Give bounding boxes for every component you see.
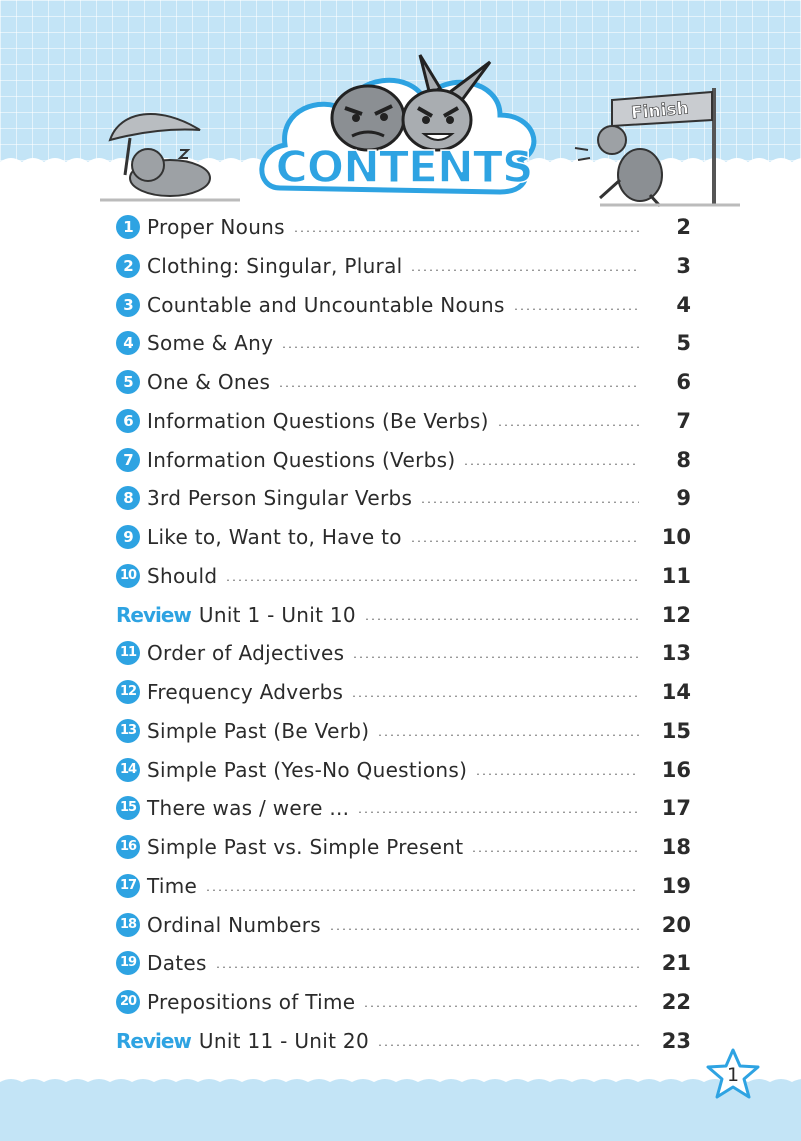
toc-entry-title: Time bbox=[147, 873, 198, 898]
dot-leader bbox=[377, 1044, 639, 1046]
toc-page-number: 17 bbox=[661, 796, 691, 821]
dot-leader bbox=[410, 269, 639, 271]
toc-row bbox=[116, 986, 691, 1018]
toc-page-number: 6 bbox=[676, 370, 691, 394]
toc-page-number: 13 bbox=[661, 641, 691, 666]
toc-row bbox=[116, 444, 691, 476]
unit-number-badge: 16 bbox=[116, 835, 140, 859]
tortoise-illustration bbox=[332, 86, 404, 150]
toc-row bbox=[116, 792, 691, 824]
toc-entry-title: Clothing: Singular, Plural bbox=[147, 253, 403, 278]
toc-entry-title: Unit 1 - Unit 10 bbox=[198, 602, 356, 627]
unit-number-badge: 19 bbox=[116, 951, 140, 975]
dot-leader bbox=[278, 385, 639, 387]
toc-review-row bbox=[116, 599, 691, 631]
dot-leader bbox=[357, 811, 639, 813]
dot-leader bbox=[420, 501, 639, 503]
toc-page-number: 3 bbox=[676, 253, 691, 278]
dot-leader bbox=[225, 579, 639, 581]
unit-number-badge: 9 bbox=[116, 525, 140, 549]
toc-page-number: 21 bbox=[661, 951, 691, 976]
unit-number-badge: 1 bbox=[116, 215, 140, 239]
toc-entry-title: Unit 11 - Unit 20 bbox=[198, 1028, 369, 1053]
toc-page-number: 20 bbox=[661, 912, 691, 937]
unit-number-badge: 5 bbox=[116, 370, 140, 394]
header-illustration bbox=[0, 0, 801, 215]
toc-page-number: 10 bbox=[661, 525, 691, 549]
dot-leader bbox=[351, 695, 639, 697]
toc-entry-title: One & Ones bbox=[147, 370, 271, 394]
dot-leader bbox=[205, 889, 639, 891]
toc-entry-title: Like to, Want to, Have to bbox=[147, 525, 402, 549]
dot-leader bbox=[364, 618, 639, 620]
unit-number-badge: 17 bbox=[116, 874, 140, 898]
toc-page-number: 23 bbox=[661, 1028, 691, 1053]
toc-row bbox=[116, 366, 691, 398]
toc-row bbox=[116, 405, 691, 437]
page-title: CONTENTS bbox=[275, 142, 533, 193]
unit-number-badge: 10 bbox=[116, 564, 140, 588]
toc-page-number: 18 bbox=[661, 835, 691, 859]
dot-leader bbox=[352, 656, 639, 658]
dot-leader bbox=[513, 308, 639, 310]
toc-page-number: 9 bbox=[676, 486, 691, 511]
toc-page-number: 14 bbox=[661, 680, 691, 704]
toc-row bbox=[116, 560, 691, 592]
toc-page-number: 2 bbox=[676, 215, 691, 239]
dot-leader bbox=[293, 230, 639, 232]
toc-row bbox=[116, 250, 691, 282]
toc-entry-title: Simple Past vs. Simple Present bbox=[147, 835, 464, 859]
dot-leader bbox=[410, 540, 639, 542]
toc-page-number: 4 bbox=[676, 292, 691, 317]
unit-number-badge: 18 bbox=[116, 913, 140, 937]
toc-row bbox=[116, 870, 691, 902]
toc-entry-title: Should bbox=[147, 563, 218, 588]
toc-row bbox=[116, 909, 691, 941]
unit-number-badge: 12 bbox=[116, 680, 140, 704]
dot-leader bbox=[215, 966, 639, 968]
unit-number-badge: 8 bbox=[116, 486, 140, 510]
toc-page-number: 8 bbox=[676, 447, 691, 472]
toc-row bbox=[116, 289, 691, 321]
toc-page-number: 16 bbox=[661, 757, 691, 782]
toc-entry-title: Information Questions (Verbs) bbox=[147, 447, 456, 472]
toc-entry-title: Simple Past (Be Verb) bbox=[147, 718, 370, 743]
toc-entry-title: Information Questions (Be Verbs) bbox=[147, 408, 489, 433]
toc-row bbox=[116, 715, 691, 747]
toc-row bbox=[116, 676, 691, 708]
unit-number-badge: 2 bbox=[116, 254, 140, 278]
toc-row bbox=[116, 211, 691, 243]
toc-entry-title: Proper Nouns bbox=[147, 215, 285, 239]
unit-number-badge: 11 bbox=[116, 641, 140, 665]
dot-leader bbox=[363, 1005, 639, 1007]
toc-row bbox=[116, 327, 691, 359]
toc-row bbox=[116, 521, 691, 553]
footer-wave-edge bbox=[0, 1070, 801, 1090]
unit-number-badge: 13 bbox=[116, 719, 140, 743]
footer-band bbox=[0, 1085, 801, 1141]
toc-page-number: 7 bbox=[676, 408, 691, 433]
toc-entry-title: Ordinal Numbers bbox=[147, 912, 321, 937]
dot-leader bbox=[329, 928, 639, 930]
sleeping-rabbit-illustration bbox=[100, 114, 240, 200]
toc-page-number: 22 bbox=[661, 990, 691, 1014]
toc-entry-title: There was / were ... bbox=[147, 796, 350, 821]
toc-entry-title: Order of Adjectives bbox=[147, 641, 345, 666]
unit-number-badge: 15 bbox=[116, 796, 140, 820]
toc-page-number: 19 bbox=[661, 873, 691, 898]
toc-review-row bbox=[116, 1025, 691, 1057]
review-label: Review bbox=[116, 602, 191, 627]
dot-leader bbox=[377, 734, 639, 736]
unit-number-badge: 4 bbox=[116, 331, 140, 355]
toc-page-number: 12 bbox=[661, 602, 691, 627]
toc-row bbox=[116, 482, 691, 514]
page-number: 1 bbox=[726, 1064, 740, 1086]
toc-entry-title: Simple Past (Yes-No Questions) bbox=[147, 757, 468, 782]
toc-entry-title: Prepositions of Time bbox=[147, 990, 356, 1014]
toc-row bbox=[116, 637, 691, 669]
toc-row bbox=[116, 947, 691, 979]
toc-entry-title: 3rd Person Singular Verbs bbox=[147, 486, 413, 511]
dot-leader bbox=[497, 424, 639, 426]
toc-row bbox=[116, 831, 691, 863]
toc-entry-title: Dates bbox=[147, 951, 207, 976]
unit-number-badge: 7 bbox=[116, 448, 140, 472]
dot-leader bbox=[475, 773, 639, 775]
toc-entry-title: Some & Any bbox=[147, 331, 274, 356]
toc-page-number: 5 bbox=[676, 331, 691, 356]
toc-entry-title: Frequency Adverbs bbox=[147, 680, 344, 704]
unit-number-badge: 20 bbox=[116, 990, 140, 1014]
dot-leader bbox=[471, 850, 639, 852]
toc-page-number: 11 bbox=[661, 563, 691, 588]
unit-number-badge: 3 bbox=[116, 293, 140, 317]
unit-number-badge: 6 bbox=[116, 409, 140, 433]
toc-entry-title: Countable and Uncountable Nouns bbox=[147, 292, 505, 317]
dot-leader bbox=[463, 463, 639, 465]
toc-row bbox=[116, 754, 691, 786]
flag-text: Finish bbox=[630, 98, 690, 124]
toc-page-number: 15 bbox=[661, 718, 691, 743]
unit-number-badge: 14 bbox=[116, 758, 140, 782]
review-label: Review bbox=[116, 1028, 191, 1053]
dot-leader bbox=[281, 346, 639, 348]
